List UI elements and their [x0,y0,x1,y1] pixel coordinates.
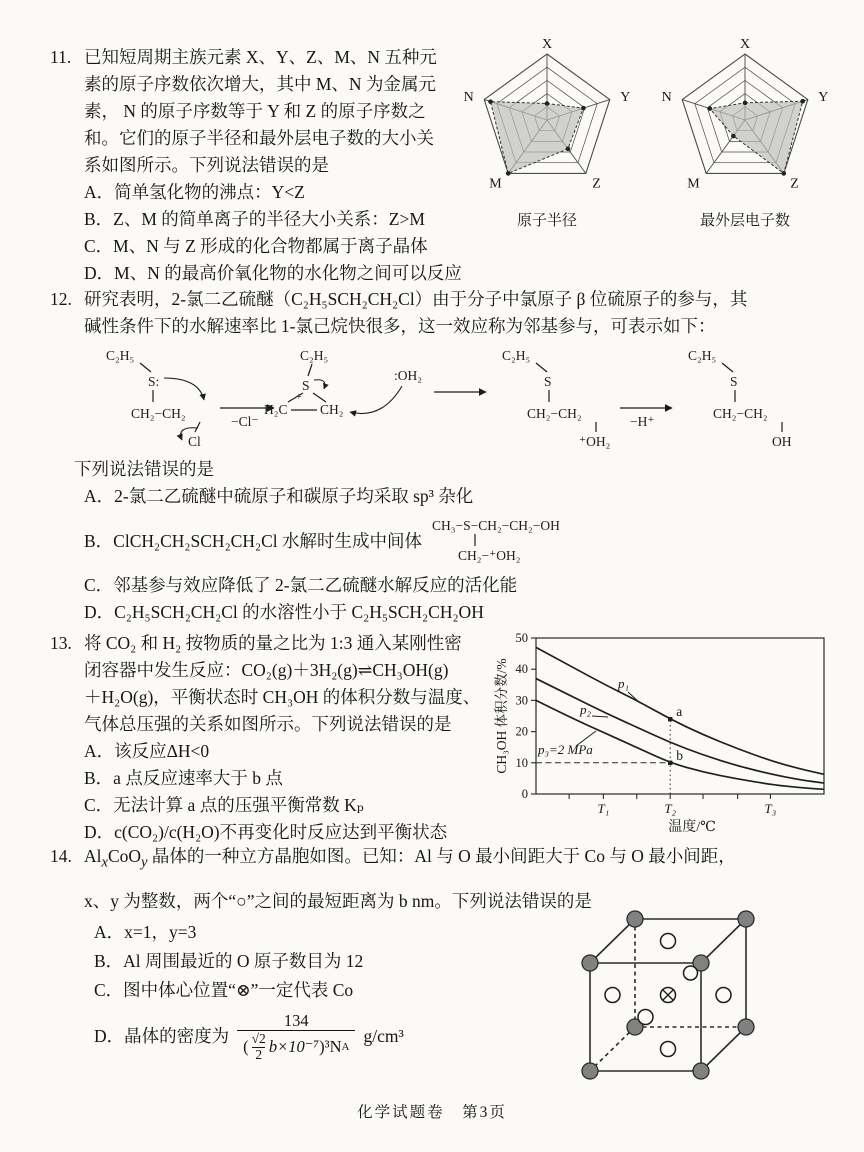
option-a: A．该反应ΔH<0 [84,741,210,761]
unit-cell-svg [560,898,810,1113]
svg-text:H₂C: H₂C [264,402,288,417]
option-c: C．M、N 与 Z 形成的化合物都属于离子晶体 [84,236,428,256]
density-fraction: 134 ( √2 2 b×10⁻⁷ )³N A [237,1012,355,1062]
radar-chart-svg [452,34,642,206]
svg-text:CH₂: CH₂ [320,402,344,417]
svg-text:⁺OH₂: ⁺OH₂ [579,434,611,449]
radar-charts [452,34,840,230]
structure-chloro-sulfide [106,348,204,449]
svg-text:CH₂−CH₂: CH₂−CH₂ [527,406,582,421]
option-d: D．c(CO₂)/c(H₂O)不再变化时反应达到平衡状态 [84,822,448,842]
structure-alcohol-product [688,348,792,449]
reaction-scheme [104,344,792,457]
radar-axis-label: X [541,37,553,52]
stem-line: x、y 为整数，两个“○”之间的最短距离为 b nm。下列说法错误的是 [84,890,592,911]
stem-line: 闭容器中发生反应：CO₂(g)＋3H₂(g)⇌CH₃OH(g) [84,660,449,680]
intermediate-structure-svg [428,512,640,570]
equilibrium-chart [492,626,842,843]
series-label: p₃=2 MPa [538,742,593,757]
svg-text:−Cl⁻: −Cl⁻ [231,414,259,429]
question-number: 12. [50,289,72,309]
series-label: p₂ [580,702,592,717]
point-label: a [676,704,683,720]
option-b [50,510,840,572]
option-a: A．2-氯二乙硫醚中硫原子和碳原子均采取 sp³ 杂化 [84,486,474,506]
marked-point [668,717,672,721]
svg-text:S:: S: [148,374,160,389]
svg-text:S: S [544,374,552,389]
option-a: A．简单氢化物的沸点：Y<Z [84,182,305,202]
unit-cell-diagram [560,898,810,1118]
stem-line: 研究表明，2-氯二乙硫醚（C₂H₅SCH₂CH₂Cl）由于分子中氯原子 β 位硫原子的参与，其 [84,289,748,309]
svg-text:C₂H₅: C₂H₅ [502,348,531,363]
water-label: :OH₂ [394,368,422,383]
radar-axis-label: M [489,176,502,192]
svg-text:CH₃−S−CH₂−CH₂−OH: CH₃−S−CH₂−CH₂−OH [432,518,560,533]
svg-text:0: 0 [521,787,528,801]
reaction-scheme-svg [104,344,792,452]
stem-line: $Al_xCoO_y$ 晶体的一种立方晶胞如图。已知：Al 与 O 最小间距大于 Co 与 O 最小间距， [84,846,736,871]
option-d-prefix: D．晶体的密度为 [94,1026,230,1047]
option-b: B．a 点反应速率大于 b 点 [84,768,283,788]
radar-title: 最外层电子数 [699,213,790,229]
question-13 [50,630,495,846]
question-12 [50,286,840,340]
page-footer: 化学试题卷 第3页 [357,1104,507,1121]
x-tick-label: T₂ [664,801,677,816]
stem-line: 碱性条件下的水解速率比 1-氯己烷快很多，这一效应称为邻基参与，可表示如下： [84,316,716,336]
radar-chart-svg [650,34,840,206]
svg-text:OH: OH [772,434,792,449]
marked-point [668,761,672,765]
svg-text:C₂H₅: C₂H₅ [300,348,329,363]
structure-oxonium [502,348,610,449]
option-b: B．Z、M 的简单离子的半径大小关系：Z>M [84,209,425,229]
stem-line: 素， N 的原子序数等于 Y 和 Z 的原子序数之 [84,101,426,121]
radar-outer-electrons [650,34,840,230]
radar-axis-label: Y [620,90,631,106]
radar-axis-label: Z [790,176,799,192]
option-a: A．x=1，y=3 [94,921,197,942]
radar-axis-label: N [661,90,672,106]
structure-episulfonium [264,348,422,417]
svg-text:40: 40 [515,662,528,677]
radar-atomic-radius [452,34,642,230]
density-unit: g/cm³ [363,1026,404,1047]
svg-text:S: S [730,374,738,389]
option-d: D．C₂H₅SCH₂CH₂Cl 的水溶性小于 C₂H₅SCH₂CH₂OH [84,602,484,622]
radar-axis-label: X [739,37,751,52]
svg-text:20: 20 [515,724,528,739]
option-d: D．M、N 的最高价氧化物的水化物之间可以反应 [84,263,462,283]
x-tick-label: T₁ [597,801,610,816]
stem-line: 素的原子序数依次增大，其中 M、N 为金属元 [84,74,436,94]
svg-text:CH₂−CH₂: CH₂−CH₂ [713,406,768,421]
option-b: B．Al 周围最近的 O 原子数目为 12 [94,950,364,971]
question-number: 11. [50,47,72,67]
svg-text:−H⁺: −H⁺ [630,414,655,429]
line-chart-svg [492,626,842,838]
svg-text:30: 30 [515,693,528,708]
point-label: b [676,747,683,763]
reaction-arrow-3 [620,408,672,429]
svg-text:CH₂−⁺OH₂: CH₂−⁺OH₂ [458,548,521,563]
question-number: 13. [50,633,72,653]
option-c: C．无法计算 a 点的压强平衡常数 Kₚ [84,795,364,815]
body-center-atom [661,988,676,1003]
question-12-options [50,456,840,626]
svg-text:Cl: Cl [188,434,201,449]
curved-arrow-water-attack [350,386,402,414]
question-11 [50,44,460,287]
curved-arrow-ring [314,380,325,389]
question-number: 14. [50,846,72,866]
svg-text:50: 50 [515,631,528,645]
svg-text:CH₂−CH₂: CH₂−CH₂ [131,406,186,421]
option-c: C．图中体心位置“⊗”一定代表 Co [94,979,354,1000]
svg-text:+: + [296,392,302,403]
curved-arrow-s-attack [164,378,204,400]
option-b-text: B．ClCH₂CH₂SCH₂CH₂Cl 水解时生成中间体 [84,530,422,551]
radar-axis-label: Y [818,90,829,106]
series-label: p₁ [618,676,630,691]
stem-line: 气体总压强的关系如图所示。下列说法错误的是 [84,714,452,734]
stem-line: 将 CO₂ 和 H₂ 按物质的量之比为 1:3 通入某刚性密 [84,633,462,653]
radar-axis-label: Z [592,176,601,192]
option-c: C．邻基参与效应降低了 2-氯二乙硫醚水解反应的活化能 [84,575,518,595]
svg-text:S: S [302,378,310,393]
x-tick-label: T₃ [764,801,777,816]
stem-line: 系如图所示。下列说法错误的是 [84,155,329,175]
stem-line: 已知短周期主族元素 X、Y、Z、M、N 五种元 [84,47,437,67]
lead-line: 下列说法错误的是 [74,459,214,479]
radar-title: 原子半径 [516,213,577,229]
stem-line: 和。它们的原子半径和最外层电子数的大小关 [84,128,434,148]
radar-axis-label: N [463,90,474,106]
x-axis-label: 温度/℃ [668,820,716,835]
stem-line: ＋H₂O(g)，平衡状态时 CH₃OH 的体积分数与温度、 [84,687,481,707]
radar-axis-label: M [687,176,700,192]
pressure-curve [536,679,824,784]
y-axis-label: CH₃OH 体积分数/% [494,658,509,774]
svg-text:C₂H₅: C₂H₅ [106,348,135,363]
svg-text:10: 10 [515,755,528,770]
svg-text:C₂H₅: C₂H₅ [688,348,717,363]
